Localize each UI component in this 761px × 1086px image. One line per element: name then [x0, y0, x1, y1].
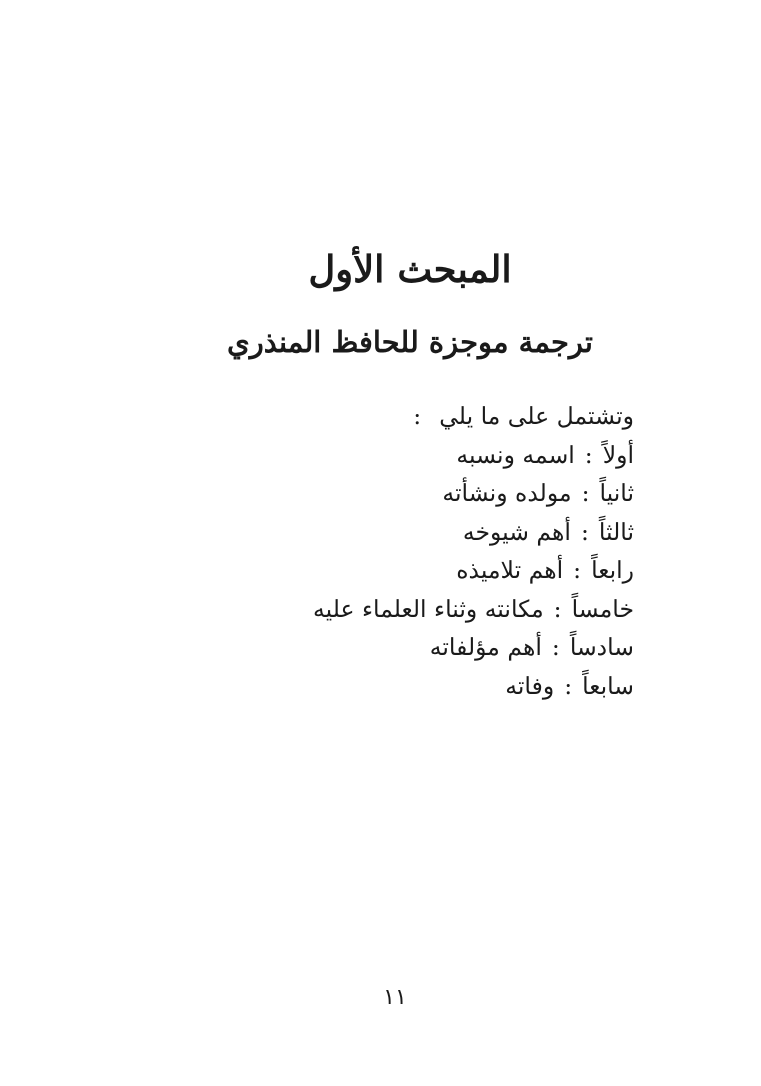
item-text: مولده ونشأته — [442, 479, 572, 507]
list-item — [194, 551, 634, 590]
list-item — [194, 436, 634, 475]
item-label: ثالثاً — [598, 517, 634, 546]
item-label: أولاً — [602, 440, 634, 469]
item-text: وفاته — [505, 671, 555, 700]
contents-intro — [194, 397, 634, 436]
item-separator: : — [551, 633, 560, 661]
intro-text: وتشتمل على ما يلي — [439, 402, 634, 430]
list-item — [194, 474, 634, 513]
intro-separator: : — [413, 402, 422, 430]
item-separator: : — [553, 594, 562, 623]
item-label: سابعاً — [582, 671, 634, 700]
item-text: مكانته وثناء العلماء عليه — [313, 594, 544, 623]
item-separator: : — [580, 517, 589, 546]
item-label: ثانياً — [599, 479, 634, 507]
chapter-title: المبحث الأول — [308, 247, 512, 291]
item-label: سادساً — [569, 633, 634, 661]
item-label: رابعاً — [591, 556, 634, 584]
list-item — [194, 590, 634, 629]
item-separator: : — [564, 671, 573, 700]
item-text: اسمه ونسبه — [456, 440, 575, 469]
list-item — [194, 667, 634, 706]
item-label: خامساً — [571, 594, 634, 623]
item-separator: : — [573, 556, 582, 584]
item-text: أهم شيوخه — [462, 517, 571, 546]
contents-list — [194, 397, 634, 705]
list-item — [194, 628, 634, 667]
item-text: أهم مؤلفاته — [429, 633, 542, 661]
list-item — [194, 513, 634, 552]
item-text: أهم تلاميذه — [456, 556, 564, 584]
item-separator: : — [584, 440, 593, 469]
chapter-subtitle: ترجمة موجزة للحافظ المنذري — [227, 325, 593, 359]
item-separator: : — [581, 479, 590, 507]
page-number: ١١ — [383, 985, 407, 1010]
